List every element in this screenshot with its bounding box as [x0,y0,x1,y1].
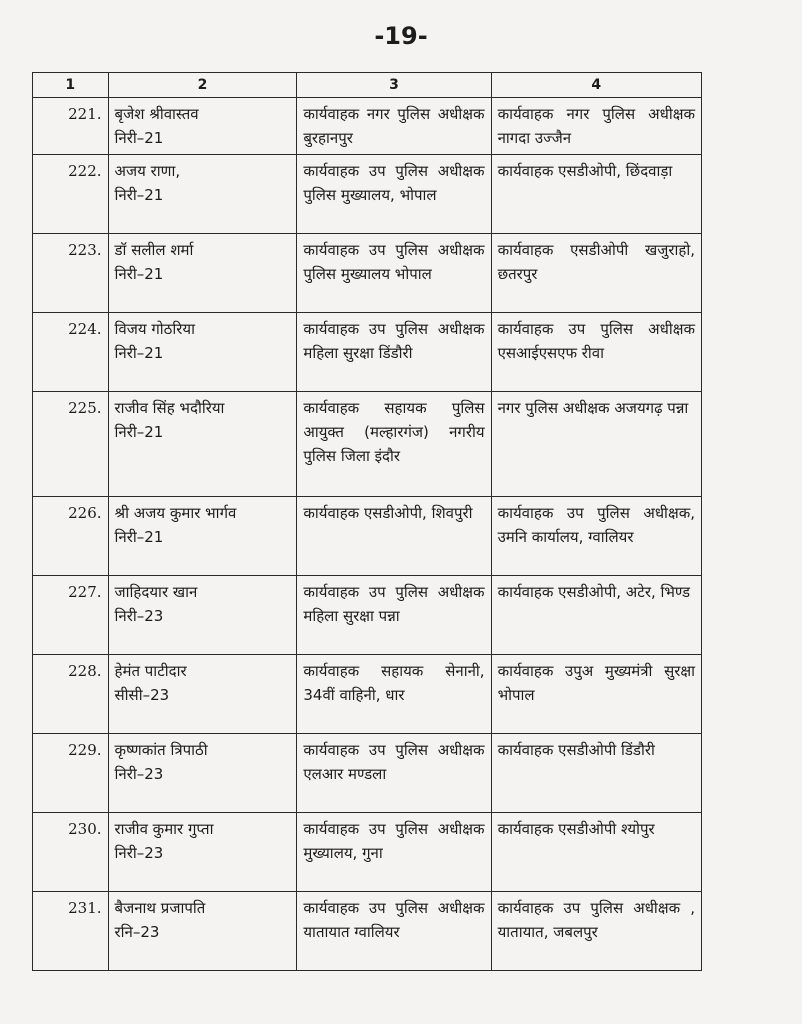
officer-name: कृष्णकांत त्रिपाठी [114,741,208,759]
officer-name: श्री अजय कुमार भार्गव [114,504,237,522]
current-posting: कार्यवाहक उप पुलिस अधीक्षक एलआर मण्डला [297,734,491,813]
table-row [33,234,702,313]
header-col-4: 4 [491,73,701,98]
table-row [33,576,702,655]
current-posting: कार्यवाहक सहायक सेनानी, 34वीं वाहिनी, धार [297,655,491,734]
new-posting: कार्यवाहक एसडीओपी, अटेर, भिण्ड [491,576,701,655]
officer-rank: निरी–21 [114,344,164,362]
transfer-table [32,72,702,971]
header-col-3: 3 [297,73,491,98]
officer-cell [108,734,297,813]
current-posting: कार्यवाहक नगर पुलिस अधीक्षक बुरहानपुर [297,98,491,155]
officer-cell [108,497,297,576]
current-posting: कार्यवाहक उप पुलिस अधीक्षक पुलिस मुख्यालय, भोपाल [297,155,491,234]
serial-number: 225. [33,392,109,497]
officer-cell [108,155,297,234]
officer-cell [108,392,297,497]
officer-rank: निरी–21 [114,265,164,283]
new-posting: कार्यवाहक उप पुलिस अधीक्षक , यातायात, जबलपुर [491,892,701,971]
officer-name: डॉ सलील शर्मा [114,241,194,259]
table-row [33,155,702,234]
header-row [33,73,702,98]
table-row [33,98,702,155]
serial-number: 231. [33,892,109,971]
current-posting: कार्यवाहक सहायक पुलिस आयुक्त (मल्हारगंज) नगरीय पुलिस जिला इंदौर [297,392,491,497]
new-posting: कार्यवाहक एसडीओपी खजुराहो, छतरपुर [491,234,701,313]
serial-number: 226. [33,497,109,576]
serial-number: 224. [33,313,109,392]
table-row [33,813,702,892]
officer-name: अजय राणा, [114,162,181,180]
current-posting: कार्यवाहक उप पुलिस अधीक्षक यातायात ग्वालियर [297,892,491,971]
header-col-1: 1 [33,73,109,98]
new-posting: कार्यवाहक एसडीओपी श्योपुर [491,813,701,892]
serial-number: 227. [33,576,109,655]
new-posting: कार्यवाहक उप पुलिस अधीक्षक, उमनि कार्यालय, ग्वालियर [491,497,701,576]
table-row [33,892,702,971]
officer-rank: सीसी–23 [114,686,170,704]
officer-name: हेमंत पाटीदार [114,662,187,680]
officer-cell [108,313,297,392]
officer-name: राजीव कुमार गुप्ता [114,820,214,838]
officer-rank: निरी–21 [114,129,164,147]
officer-cell [108,98,297,155]
serial-number: 222. [33,155,109,234]
table-row [33,497,702,576]
current-posting: कार्यवाहक उप पुलिस अधीक्षक महिला सुरक्षा पन्ना [297,576,491,655]
officer-rank: रनि–23 [114,923,160,941]
new-posting: नगर पुलिस अधीक्षक अजयगढ़ पन्ना [491,392,701,497]
officer-name: जाहिदयार खान [114,583,198,601]
officer-rank: निरी–21 [114,423,164,441]
serial-number: 223. [33,234,109,313]
officer-cell [108,655,297,734]
page-number: -19- [374,22,428,50]
officer-name: बृजेश श्रीवास्तव [114,105,199,123]
officer-name: बैजनाथ प्रजापति [114,899,206,917]
header-col-2: 2 [108,73,297,98]
serial-number: 229. [33,734,109,813]
officer-rank: निरी–21 [114,528,164,546]
current-posting: कार्यवाहक उप पुलिस अधीक्षक मुख्यालय, गुना [297,813,491,892]
serial-number: 230. [33,813,109,892]
officer-rank: निरी–23 [114,765,164,783]
officer-rank: निरी–23 [114,844,164,862]
new-posting: कार्यवाहक एसडीओपी, छिंदवाड़ा [491,155,701,234]
new-posting: कार्यवाहक उप पुलिस अधीक्षक एसआईएसएफ रीवा [491,313,701,392]
table-row [33,392,702,497]
new-posting: कार्यवाहक एसडीओपी डिंडौरी [491,734,701,813]
officer-name: विजय गोठरिया [114,320,196,338]
serial-number: 228. [33,655,109,734]
new-posting: कार्यवाहक उपुअ मुख्यमंत्री सुरक्षा भोपाल [491,655,701,734]
officer-cell [108,892,297,971]
officer-cell [108,576,297,655]
new-posting: कार्यवाहक नगर पुलिस अधीक्षक नागदा उज्जैन [491,98,701,155]
serial-number: 221. [33,98,109,155]
officer-cell [108,234,297,313]
officer-rank: निरी–21 [114,186,164,204]
table-row [33,655,702,734]
officer-name: राजीव सिंह भदौरिया [114,399,225,417]
table-row [33,734,702,813]
officer-rank: निरी–23 [114,607,164,625]
table-row [33,313,702,392]
current-posting: कार्यवाहक एसडीओपी, शिवपुरी [297,497,491,576]
current-posting: कार्यवाहक उप पुलिस अधीक्षक महिला सुरक्षा डिंडौरी [297,313,491,392]
officer-cell [108,813,297,892]
current-posting: कार्यवाहक उप पुलिस अधीक्षक पुलिस मुख्यालय भोपाल [297,234,491,313]
